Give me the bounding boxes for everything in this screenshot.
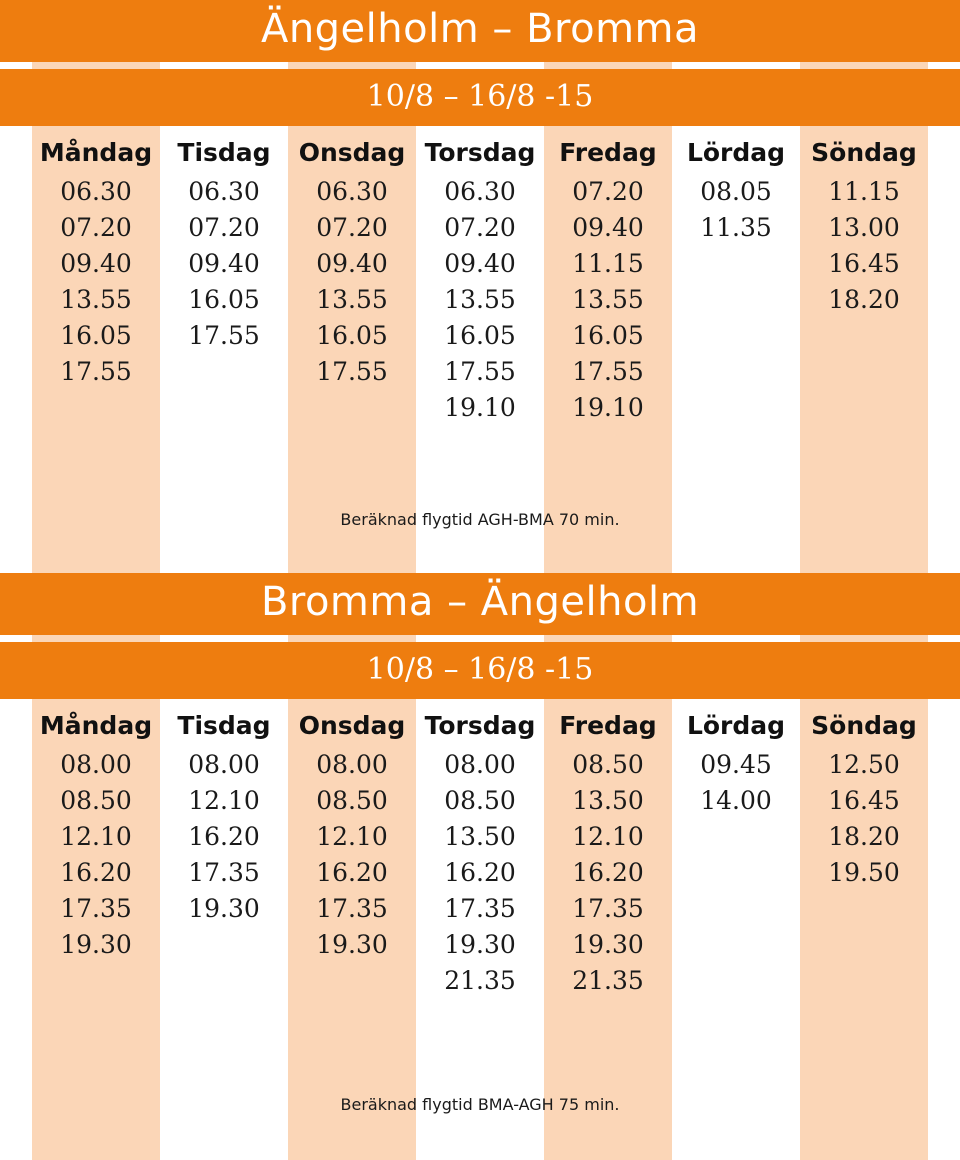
departure-time: 12.50 bbox=[828, 750, 900, 779]
departure-time: 07.20 bbox=[188, 213, 260, 242]
departure-times bbox=[160, 747, 288, 927]
departure-time: 17.55 bbox=[572, 357, 644, 386]
day-name: Söndag bbox=[811, 711, 917, 740]
departure-time: 19.10 bbox=[572, 393, 644, 422]
departure-times bbox=[544, 747, 672, 999]
flight-time-note: Beräknad flygtid BMA-AGH 75 min. bbox=[340, 1095, 620, 1114]
departure-time: 16.05 bbox=[188, 285, 260, 314]
departure-time: 09.45 bbox=[700, 750, 772, 779]
day-name: Lördag bbox=[686, 138, 786, 167]
day-column bbox=[800, 136, 928, 318]
day-name: Onsdag bbox=[298, 711, 406, 740]
departure-time: 13.50 bbox=[444, 822, 516, 851]
departure-time: 08.00 bbox=[60, 750, 132, 779]
departure-time: 21.35 bbox=[444, 966, 516, 995]
departure-time: 08.00 bbox=[188, 750, 260, 779]
departure-time: 08.50 bbox=[444, 786, 516, 815]
route-title-bar bbox=[0, 0, 960, 62]
departure-time: 17.35 bbox=[444, 894, 516, 923]
departure-time: 16.20 bbox=[572, 858, 644, 887]
departure-time: 18.20 bbox=[828, 285, 900, 314]
departure-time: 19.30 bbox=[316, 930, 388, 959]
day-column bbox=[32, 709, 160, 963]
day-column bbox=[32, 136, 160, 390]
departure-time: 14.00 bbox=[700, 786, 772, 815]
departure-time: 17.35 bbox=[60, 894, 132, 923]
departure-time: 19.30 bbox=[60, 930, 132, 959]
departure-time: 11.35 bbox=[700, 213, 772, 242]
departure-time: 08.05 bbox=[700, 177, 772, 206]
departure-time: 11.15 bbox=[828, 177, 900, 206]
day-column bbox=[288, 136, 416, 390]
departure-time: 19.30 bbox=[188, 894, 260, 923]
departure-time: 17.55 bbox=[444, 357, 516, 386]
departure-time: 13.55 bbox=[572, 285, 644, 314]
departure-time: 08.00 bbox=[444, 750, 516, 779]
departure-times bbox=[160, 174, 288, 354]
route-title: Ängelholm – Bromma bbox=[260, 6, 700, 52]
departure-time: 06.30 bbox=[188, 177, 260, 206]
day-column bbox=[544, 709, 672, 999]
departure-time: 16.05 bbox=[316, 321, 388, 350]
departure-time: 16.20 bbox=[444, 858, 516, 887]
day-columns bbox=[32, 709, 928, 1029]
departure-time: 16.20 bbox=[188, 822, 260, 851]
departure-time: 07.20 bbox=[444, 213, 516, 242]
day-name: Torsdag bbox=[424, 711, 536, 740]
departure-time: 18.20 bbox=[828, 822, 900, 851]
departure-time: 17.35 bbox=[188, 858, 260, 887]
departure-times bbox=[544, 174, 672, 426]
departure-time: 06.30 bbox=[60, 177, 132, 206]
day-column bbox=[416, 136, 544, 426]
departure-time: 17.55 bbox=[60, 357, 132, 386]
departure-time: 07.20 bbox=[60, 213, 132, 242]
departure-times bbox=[800, 174, 928, 318]
departure-time: 13.00 bbox=[828, 213, 900, 242]
departure-time: 13.50 bbox=[572, 786, 644, 815]
day-name: Tisdag bbox=[177, 711, 271, 740]
departure-time: 16.45 bbox=[828, 786, 900, 815]
day-name: Tisdag bbox=[177, 138, 271, 167]
departure-time: 07.20 bbox=[572, 177, 644, 206]
departure-times bbox=[416, 174, 544, 426]
departure-time: 11.15 bbox=[572, 249, 644, 278]
departure-times bbox=[416, 747, 544, 999]
date-range: 10/8 – 16/8 -15 bbox=[366, 652, 594, 687]
day-name: Söndag bbox=[811, 138, 917, 167]
day-columns bbox=[32, 136, 928, 456]
departure-time: 17.35 bbox=[572, 894, 644, 923]
route-title-bar bbox=[0, 573, 960, 635]
departure-times bbox=[32, 747, 160, 963]
day-column bbox=[416, 709, 544, 999]
departure-times bbox=[288, 174, 416, 390]
departure-time: 09.40 bbox=[316, 249, 388, 278]
departure-time: 08.50 bbox=[60, 786, 132, 815]
departure-time: 16.45 bbox=[828, 249, 900, 278]
departure-time: 19.30 bbox=[444, 930, 516, 959]
departure-time: 12.10 bbox=[572, 822, 644, 851]
departure-time: 17.35 bbox=[316, 894, 388, 923]
departure-times bbox=[672, 747, 800, 819]
departure-time: 12.10 bbox=[60, 822, 132, 851]
departure-time: 13.55 bbox=[444, 285, 516, 314]
day-name: Måndag bbox=[39, 711, 153, 740]
departure-time: 16.05 bbox=[572, 321, 644, 350]
day-column bbox=[800, 709, 928, 891]
departure-time: 08.50 bbox=[316, 786, 388, 815]
date-range-bar bbox=[0, 642, 960, 699]
flight-time-note: Beräknad flygtid AGH-BMA 70 min. bbox=[340, 510, 620, 529]
departure-time: 08.00 bbox=[316, 750, 388, 779]
departure-times bbox=[672, 174, 800, 246]
departure-time: 09.40 bbox=[188, 249, 260, 278]
departure-time: 06.30 bbox=[316, 177, 388, 206]
departure-time: 19.50 bbox=[828, 858, 900, 887]
day-name: Fredag bbox=[559, 138, 657, 167]
day-name: Måndag bbox=[39, 138, 153, 167]
departure-time: 13.55 bbox=[60, 285, 132, 314]
date-range: 10/8 – 16/8 -15 bbox=[366, 79, 594, 114]
day-column bbox=[160, 709, 288, 927]
day-name: Lördag bbox=[686, 711, 786, 740]
departure-times bbox=[800, 747, 928, 891]
departure-time: 08.50 bbox=[572, 750, 644, 779]
departure-time: 17.55 bbox=[188, 321, 260, 350]
day-name: Torsdag bbox=[424, 138, 536, 167]
departure-times bbox=[288, 747, 416, 963]
departure-time: 12.10 bbox=[316, 822, 388, 851]
departure-times bbox=[32, 174, 160, 390]
departure-time: 06.30 bbox=[444, 177, 516, 206]
departure-time: 19.10 bbox=[444, 393, 516, 422]
departure-time: 16.05 bbox=[444, 321, 516, 350]
departure-time: 21.35 bbox=[572, 966, 644, 995]
departure-time: 12.10 bbox=[188, 786, 260, 815]
departure-time: 13.55 bbox=[316, 285, 388, 314]
date-range-bar bbox=[0, 69, 960, 126]
day-column bbox=[672, 709, 800, 819]
departure-time: 19.30 bbox=[572, 930, 644, 959]
departure-time: 07.20 bbox=[316, 213, 388, 242]
route-title: Bromma – Ängelholm bbox=[260, 579, 700, 625]
day-name: Onsdag bbox=[298, 138, 406, 167]
day-column bbox=[160, 136, 288, 354]
day-column bbox=[672, 136, 800, 246]
departure-time: 09.40 bbox=[60, 249, 132, 278]
departure-time: 16.05 bbox=[60, 321, 132, 350]
departure-time: 09.40 bbox=[444, 249, 516, 278]
day-column bbox=[288, 709, 416, 963]
departure-time: 16.20 bbox=[316, 858, 388, 887]
day-column bbox=[544, 136, 672, 426]
departure-time: 16.20 bbox=[60, 858, 132, 887]
day-name: Fredag bbox=[559, 711, 657, 740]
departure-time: 17.55 bbox=[316, 357, 388, 386]
departure-time: 09.40 bbox=[572, 213, 644, 242]
